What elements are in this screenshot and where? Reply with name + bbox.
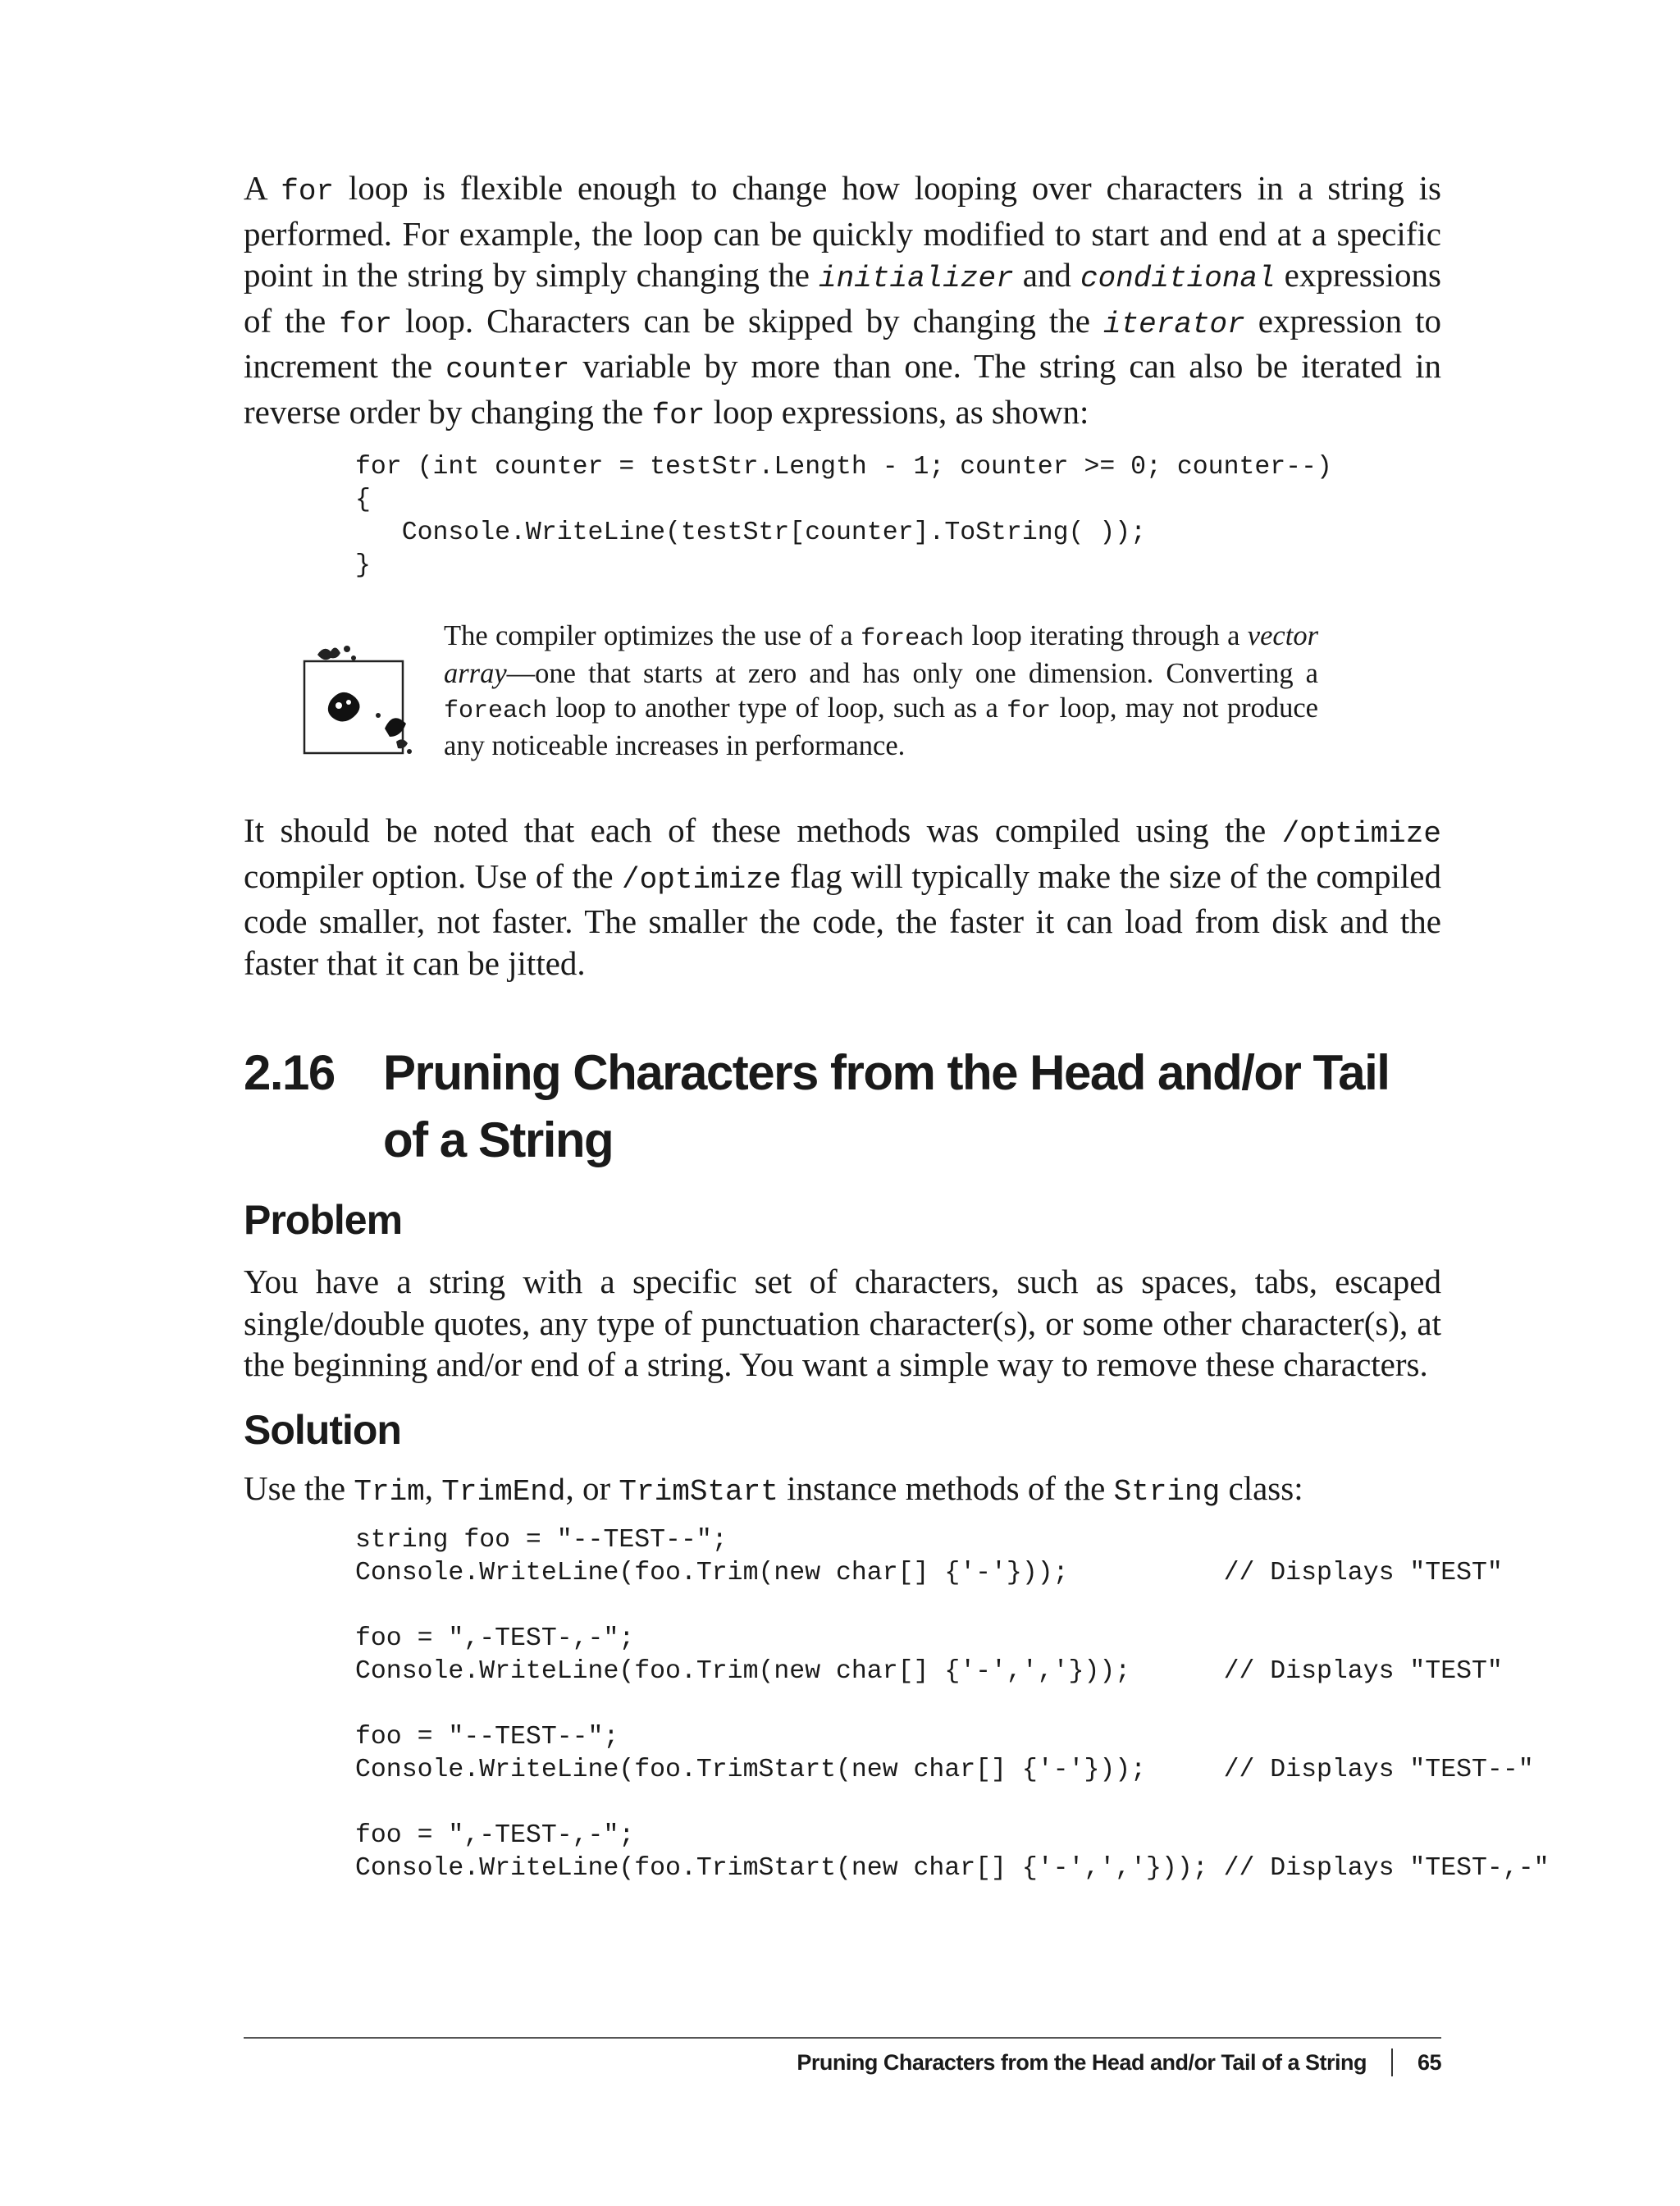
code-line: Console.WriteLine(foo.Trim(new char[] {'-'})); // Displays "TEST"	[355, 1559, 1503, 1587]
section-heading	[244, 1039, 1441, 1174]
problem-heading: Problem	[244, 1197, 403, 1243]
tip-text: The compiler optimizes the use of a foreach loop iterating through a vector array—one that starts at zero and has only one dimension. Converting a foreach loop to another type of loop, such as a for loop, may not produce any noticeable increases in performance.	[444, 620, 1318, 761]
code-line: foo = ",-TEST-,-";	[355, 1624, 635, 1653]
code-line: {	[355, 486, 371, 514]
section-title: Pruning Characters from the Head and/or Tail of a String	[383, 1045, 1390, 1167]
tip-icon	[299, 637, 422, 760]
code-line: for (int counter = testStr.Length - 1; counter >= 0; counter--)	[355, 453, 1332, 482]
page-footer	[244, 2037, 1441, 2075]
running-title: Pruning Characters from the Head and/or Tail of a String	[797, 2049, 1367, 2075]
section-number: 2.16	[244, 1045, 335, 1100]
code-line: Console.WriteLine(foo.Trim(new char[] {'-',','})); // Displays "TEST"	[355, 1657, 1503, 1686]
code-listing-trim	[244, 1524, 1550, 1885]
code-line: Console.WriteLine(testStr[counter].ToString( ));	[355, 518, 1147, 547]
page-content	[244, 167, 1550, 1885]
code-listing-reverse-loop	[244, 451, 1441, 582]
code-line: foo = ",-TEST-,-";	[355, 1821, 635, 1850]
code-line: foo = "--TEST--";	[355, 1723, 619, 1752]
tip-note	[244, 619, 1441, 795]
code-line: Console.WriteLine(foo.TrimStart(new char[] {'-',','})); // Displays "TEST-,-"	[355, 1854, 1550, 1883]
page-number: 65	[1417, 2049, 1441, 2075]
solution-heading: Solution	[244, 1406, 401, 1453]
problem-text: You have a string with a specific set of characters, such as spaces, tabs, escaped single/double quotes, any type of punctuation character(s), or some other character(s), at the beginning and/or end of a string. You want a simple way to remove these characters.	[244, 1263, 1441, 1383]
intro-paragraph: A for loop is flexible enough to change how looping over characters in a string is performed. For example, the loop can be quickly modified to start and end at a specific point in the string by simply changing the initializer and conditional expressions of the for loop. Characters can be skipped by changing the iterator expression to increment the counter variable by more than one. The string can also be iterated in reverse order by changing the for loop expressions, as shown:	[244, 169, 1441, 432]
footer-divider	[1391, 2048, 1393, 2076]
optimize-paragraph: It should be noted that each of these methods was compiled using the /optimize compiler option. Use of the /optimize flag will typically make the size of the compiled code smaller, not faster. The smaller the code, the faster it can load from disk and the faster that it can be jitted.	[244, 811, 1441, 982]
solution-text: Use the Trim, TrimEnd, or TrimStart instance methods of the String class:	[244, 1468, 1303, 1509]
code-line: }	[355, 551, 371, 580]
code-line: Console.WriteLine(foo.TrimStart(new char[] {'-'})); // Displays "TEST--"	[355, 1756, 1534, 1784]
code-line: string foo = "--TEST--";	[355, 1526, 728, 1555]
